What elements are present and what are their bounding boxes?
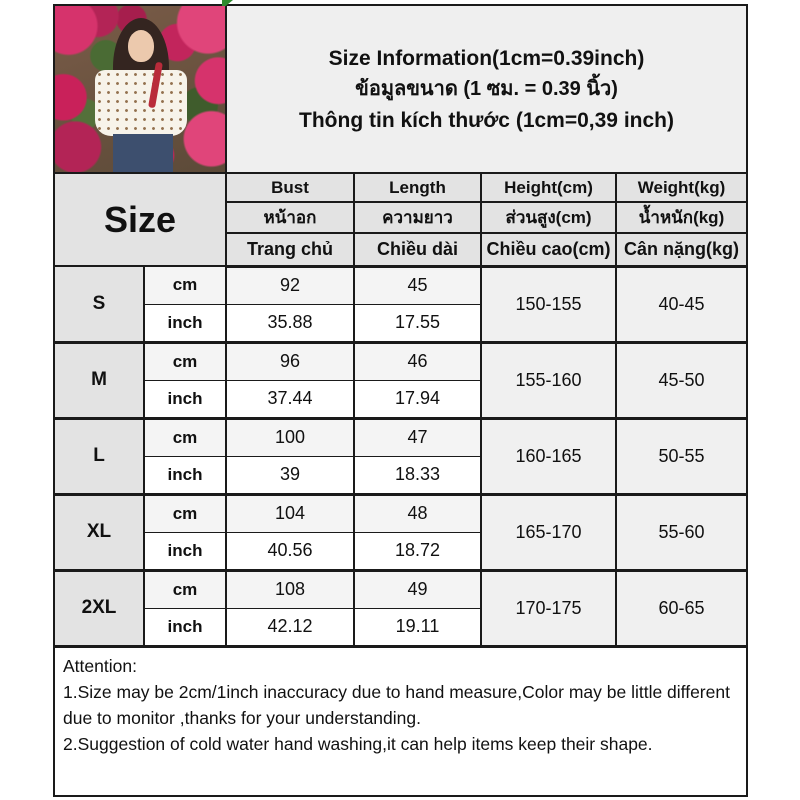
size-row-s-cm [54,266,747,304]
size-row-m-cm [54,342,747,380]
length-cm-s: 45 [354,266,481,304]
bust-cm-2xl: 108 [226,570,354,608]
unit-label-cm: cm [144,494,226,532]
size-header: Size [54,173,226,266]
bust-inch-xl: 40.56 [226,532,354,570]
length-inch-xl: 18.72 [354,532,481,570]
unit-label-cm: cm [144,266,226,304]
model-face [128,30,154,62]
col-header-length-vi: Chiều dài [354,233,481,266]
size-label-m: M [54,342,144,418]
unit-label-cm: cm [144,342,226,380]
height-range-m: 155-160 [481,342,616,418]
length-inch-l: 18.33 [354,456,481,494]
bust-inch-l: 39 [226,456,354,494]
size-label-xl: XL [54,494,144,570]
unit-label-cm: cm [144,570,226,608]
height-range-l: 160-165 [481,418,616,494]
product-photo-cell [54,5,226,173]
height-range-s: 150-155 [481,266,616,342]
bust-cm-xl: 104 [226,494,354,532]
length-cm-xl: 48 [354,494,481,532]
product-photo [55,6,225,172]
col-header-length-en: Length [354,173,481,202]
photo-title-row [54,5,747,173]
length-cm-m: 46 [354,342,481,380]
col-header-bust-th: หน้าอก [226,202,354,233]
length-inch-s: 17.55 [354,304,481,342]
attention-block [54,646,747,796]
bust-inch-s: 35.88 [226,304,354,342]
height-range-2xl: 170-175 [481,570,616,646]
attention-heading: Attention: [63,655,137,676]
attention-row [54,646,747,796]
title-thai: ข้อมูลขนาด (1 ซม. = 0.39 นิ้ว) [355,77,618,100]
weight-range-2xl: 60-65 [616,570,747,646]
length-cm-l: 47 [354,418,481,456]
unit-label-inch: inch [144,304,226,342]
unit-label-inch: inch [144,608,226,646]
attention-line-1: 1.Size may be 2cm/1inch inaccuracy due to hand measure,Color may be little different due to monitor ,thanks for your understanding. [63,681,730,728]
denim-skirt [113,134,173,172]
height-range-xl: 165-170 [481,494,616,570]
size-row-2xl-cm [54,570,747,608]
size-label-2xl: 2XL [54,570,144,646]
header-row-english [54,173,747,202]
col-header-weight-en: Weight(kg) [616,173,747,202]
weight-range-s: 40-45 [616,266,747,342]
size-label-l: L [54,418,144,494]
bust-inch-m: 37.44 [226,380,354,418]
unit-label-cm: cm [144,418,226,456]
bust-inch-2xl: 42.12 [226,608,354,646]
col-header-length-th: ความยาว [354,202,481,233]
title-english: Size Information(1cm=0.39inch) [328,46,645,70]
length-cm-2xl: 49 [354,570,481,608]
col-header-bust-en: Bust [226,173,354,202]
weight-range-xl: 55-60 [616,494,747,570]
title-vietnamese: Thông tin kích thước (1cm=0,39 inch) [299,108,674,132]
size-label-s: S [54,266,144,342]
bust-cm-s: 92 [226,266,354,304]
attention-line-2: 2.Suggestion of cold water hand washing,it can help items keep their shape. [63,733,653,754]
col-header-weight-vi: Cân nặng(kg) [616,233,747,266]
col-header-height-en: Height(cm) [481,173,616,202]
unit-label-inch: inch [144,532,226,570]
title-block [226,5,747,173]
size-chart [53,4,746,797]
length-inch-2xl: 19.11 [354,608,481,646]
col-header-height-vi: Chiều cao(cm) [481,233,616,266]
polka-dot-blouse [95,70,187,136]
bust-cm-l: 100 [226,418,354,456]
col-header-weight-th: น้ำหนัก(kg) [616,202,747,233]
weight-range-l: 50-55 [616,418,747,494]
unit-label-inch: inch [144,380,226,418]
size-row-l-cm [54,418,747,456]
col-header-bust-vi: Trang chủ [226,233,354,266]
weight-range-m: 45-50 [616,342,747,418]
unit-label-inch: inch [144,456,226,494]
size-table [53,4,748,797]
length-inch-m: 17.94 [354,380,481,418]
bust-cm-m: 96 [226,342,354,380]
size-row-xl-cm [54,494,747,532]
col-header-height-th: ส่วนสูง(cm) [481,202,616,233]
